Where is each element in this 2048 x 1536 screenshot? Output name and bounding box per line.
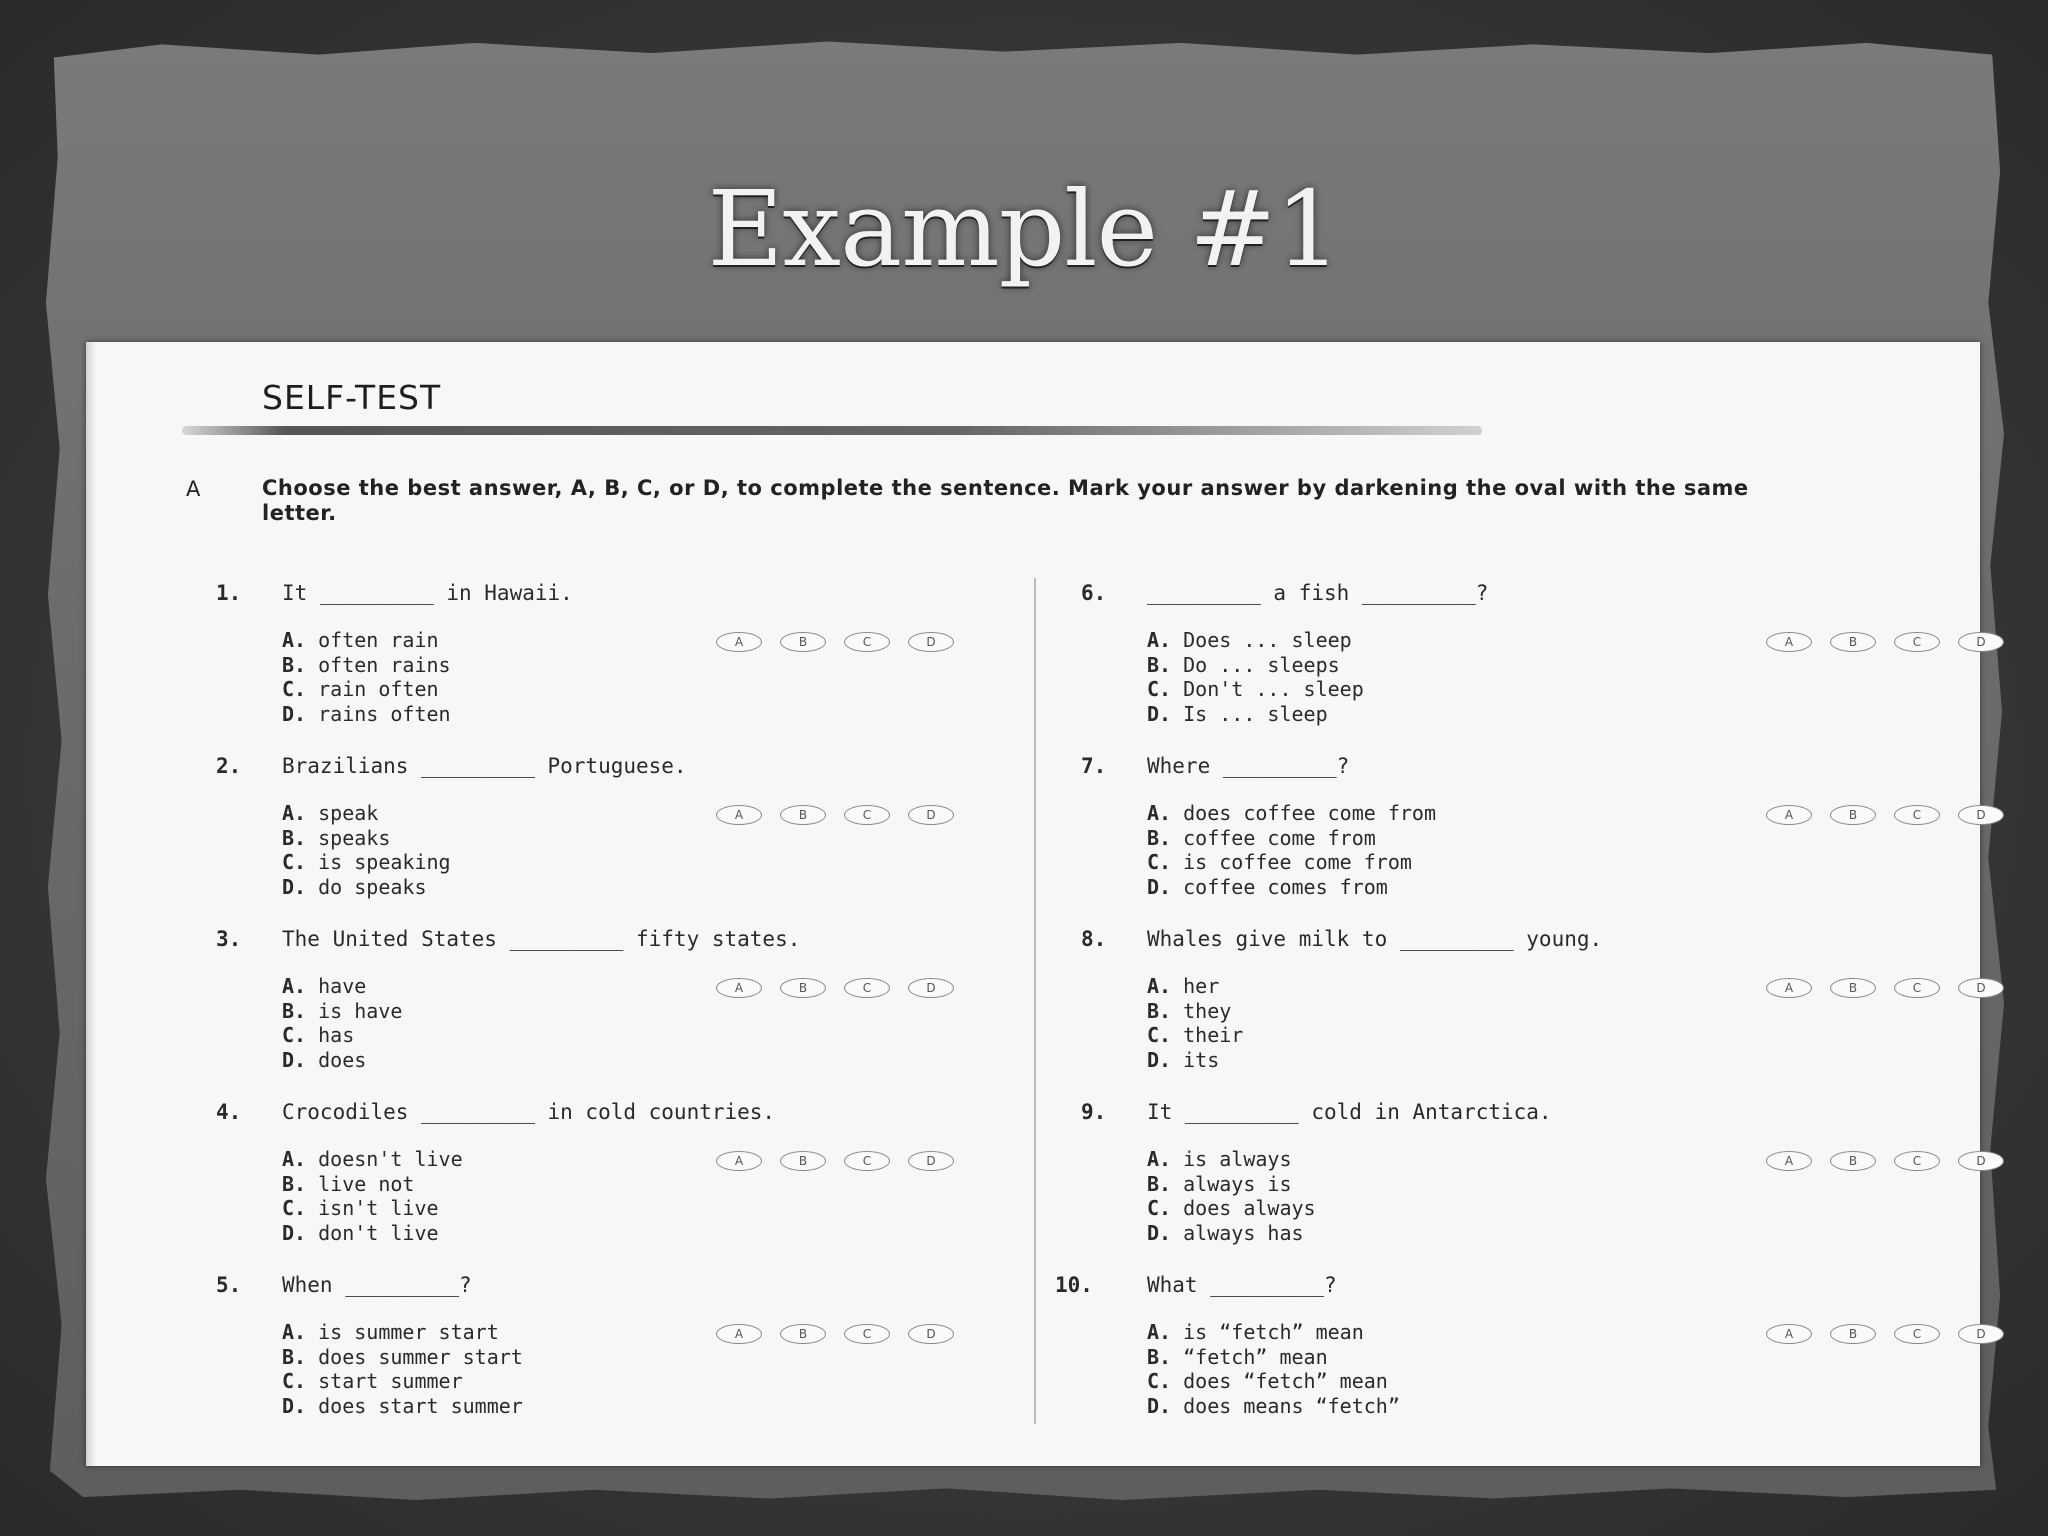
answer-oval-b[interactable]: B [1830,978,1876,998]
answer-oval-b[interactable]: B [1830,805,1876,825]
option-text: has [318,1023,355,1047]
option-text: does [318,1047,367,1072]
answer-ovals [1766,1324,2004,1344]
answer-oval-b[interactable]: B [1830,1324,1876,1344]
answer-ovals [1766,978,2004,998]
option-spacer [1171,850,1183,874]
question-number: 3. [216,927,242,951]
option-text: “fetch” mean [1183,1344,1328,1369]
slide-title: Example #1 [707,168,1341,290]
option-letter: C. [282,1196,307,1220]
answer-option [1081,628,1841,653]
option-text: is always [1183,1147,1292,1171]
option-text: do speaks [318,874,427,899]
answer-oval-c[interactable]: C [844,1151,890,1171]
answer-option [1055,1394,1815,1419]
answer-oval-b[interactable]: B [780,978,826,998]
answer-option [1055,1369,1815,1394]
option-letter: A. [1147,1320,1172,1344]
option-letter: C. [282,850,307,874]
option-spacer [1171,1369,1183,1393]
option-spacer [306,974,318,998]
answer-oval-c[interactable]: C [844,1324,890,1344]
option-spacer [1171,653,1183,677]
question-text: _________ a fish _________? [1147,581,1489,605]
answer-option [216,1023,976,1048]
answer-option [1081,677,1841,702]
option-spacer [306,1221,318,1245]
option-spacer [1171,677,1183,701]
answer-option [216,1345,976,1370]
option-spacer [1171,875,1183,899]
answer-oval-b[interactable]: B [780,805,826,825]
answer-options [1081,628,1986,726]
option-letter: B. [282,1344,307,1369]
answer-option [1081,1147,1841,1172]
answer-option [216,1196,976,1221]
question-stem [216,1097,976,1127]
question-number: 2. [216,754,242,778]
answer-oval-c[interactable]: C [1894,978,1940,998]
option-letter: C. [1147,677,1172,701]
question-3 [216,924,976,1072]
answer-option [216,1172,976,1197]
question-text: What _________? [1147,1273,1337,1297]
answer-oval-a[interactable]: A [716,632,762,652]
question-6 [1081,578,1986,726]
option-letter: D. [1147,1047,1172,1072]
option-letter: B. [282,652,307,677]
question-9 [1081,1097,1986,1245]
option-spacer [1171,1221,1183,1245]
answer-option [1081,850,1841,875]
option-letter: A. [282,974,307,998]
answer-oval-d[interactable]: D [1958,978,2004,998]
section-title: SELF-TEST [262,378,442,417]
option-spacer [1171,1345,1183,1369]
option-spacer [306,1147,318,1171]
answer-option [1081,1048,1841,1073]
answer-option [216,1394,976,1419]
option-letter: B. [1147,998,1172,1023]
answer-oval-d[interactable]: D [908,805,954,825]
scan-edge-shadow [86,342,96,1466]
option-spacer [1171,1394,1183,1418]
option-letter: A. [1147,801,1172,825]
option-letter: A. [1147,628,1172,652]
instructions: Choose the best answer, A, B, C, or D, to complete the sentence. Mark your answer by darkening the oval with the same letter. [262,476,1749,525]
option-letter: B. [282,1171,307,1196]
question-number: 1. [216,581,242,605]
answer-option [216,999,976,1024]
answer-options [216,628,976,726]
option-spacer [1171,1023,1183,1047]
answer-oval-a[interactable]: A [1766,632,1812,652]
option-text: rains often [318,701,451,726]
option-letter: C. [1147,1369,1172,1393]
option-text: is summer start [318,1320,499,1344]
option-letter: B. [282,998,307,1023]
question-number: 5. [216,1273,242,1297]
option-text: don't live [318,1220,439,1245]
question-7 [1081,751,1986,899]
answer-ovals [1766,805,2004,825]
answer-options [1081,974,1986,1072]
option-letter: B. [282,825,307,850]
answer-oval-c[interactable]: C [1894,805,1940,825]
question-stem [1081,751,1841,781]
answer-option [216,1221,976,1246]
column-divider [1034,578,1036,1424]
answer-option [216,702,976,727]
answer-options [216,1147,976,1245]
option-text: isn't live [318,1196,439,1220]
answer-options [1081,1147,1986,1245]
option-spacer [306,653,318,677]
option-text: coffee comes from [1183,874,1388,899]
option-letter: C. [1147,1196,1172,1220]
option-text: Do ... sleeps [1183,652,1340,677]
question-4 [216,1097,976,1245]
option-letter: C. [282,677,307,701]
answer-oval-d[interactable]: D [1958,805,2004,825]
option-spacer [1171,1196,1183,1220]
option-letter: B. [1147,825,1172,850]
answer-options [216,801,976,899]
option-text: doesn't live [318,1147,463,1171]
answer-oval-d[interactable]: D [1958,632,2004,652]
answer-oval-d[interactable]: D [908,1151,954,1171]
answer-options [1055,1320,1986,1418]
option-text: always has [1183,1220,1304,1245]
option-text: does “fetch” mean [1183,1369,1388,1393]
option-spacer [306,850,318,874]
question-stem [216,578,976,608]
question-10 [1055,1270,1986,1418]
answer-ovals [716,1324,954,1344]
question-5 [216,1270,976,1418]
answer-option [216,1048,976,1073]
option-spacer [1171,974,1183,998]
answer-option [216,1369,976,1394]
answer-option [1081,875,1841,900]
option-text: rain often [318,677,439,701]
option-text: is coffee come from [1183,850,1412,874]
option-text: its [1183,1047,1220,1072]
question-number: 7. [1081,754,1107,778]
answer-option [1055,1345,1815,1370]
answer-option [1055,1320,1815,1345]
option-letter: D. [1147,701,1172,726]
question-number: 9. [1081,1100,1107,1124]
answer-option [1081,999,1841,1024]
answer-oval-c[interactable]: C [1894,1151,1940,1171]
option-text: does coffee come from [1183,801,1437,825]
question-number: 4. [216,1100,242,1124]
answer-oval-d[interactable]: D [908,1324,954,1344]
answer-oval-b[interactable]: B [780,1151,826,1171]
option-text: speaks [318,825,391,850]
option-spacer [1171,1048,1183,1072]
option-spacer [306,826,318,850]
answer-ovals [716,632,954,652]
option-text: coffee come from [1183,825,1376,850]
option-text: their [1183,1023,1244,1047]
answer-ovals [1766,632,2004,652]
answer-options [216,974,976,1072]
answer-oval-c[interactable]: C [1894,1324,1940,1344]
option-letter: D. [1147,1393,1172,1418]
option-text: speak [318,801,379,825]
question-number: 6. [1081,581,1107,605]
answer-oval-c[interactable]: C [844,978,890,998]
option-text: does means “fetch” [1183,1393,1400,1418]
answer-option [216,875,976,900]
option-letter: C. [1147,1023,1172,1047]
answer-option [1081,1221,1841,1246]
question-text: Where _________? [1147,754,1350,778]
question-2 [216,751,976,899]
option-text: always is [1183,1171,1292,1196]
question-stem [1081,578,1841,608]
answer-options [216,1320,976,1418]
option-text: does start summer [318,1393,523,1418]
option-letter: A. [282,1320,307,1344]
question-stem [216,751,976,781]
option-text: is have [318,998,403,1023]
option-letter: D. [1147,1220,1172,1245]
option-spacer [1171,999,1183,1023]
question-8 [1081,924,1986,1072]
option-text: have [318,974,367,998]
option-text: does summer start [318,1344,523,1369]
answer-oval-d[interactable]: D [908,978,954,998]
answer-option [216,850,976,875]
option-letter: D. [282,874,307,899]
option-text: Is ... sleep [1183,701,1328,726]
option-spacer [306,1172,318,1196]
option-spacer [306,628,318,652]
answer-options [1081,801,1986,899]
answer-oval-a[interactable]: A [1766,1324,1812,1344]
answer-ovals [716,805,954,825]
question-1 [216,578,976,726]
question-text: Crocodiles _________ in cold countries. [282,1100,776,1124]
option-spacer [306,1369,318,1393]
option-spacer [306,1394,318,1418]
answer-ovals [716,1151,954,1171]
option-letter: D. [282,701,307,726]
option-text: they [1183,998,1232,1023]
answer-option [1081,1196,1841,1221]
answer-oval-a[interactable]: A [716,805,762,825]
answer-oval-a[interactable]: A [716,1151,762,1171]
option-text: her [1183,974,1220,998]
option-text: does always [1183,1196,1316,1220]
option-text: Does ... sleep [1183,628,1352,652]
answer-oval-d[interactable]: D [1958,1151,2004,1171]
answer-option [1081,702,1841,727]
question-stem [1055,1270,1815,1300]
answer-oval-a[interactable]: A [1766,805,1812,825]
option-text: live not [318,1171,415,1196]
question-number: 8. [1081,927,1107,951]
option-spacer [306,1320,318,1344]
section-letter: A [186,477,201,501]
answer-oval-d[interactable]: D [908,632,954,652]
answer-oval-c[interactable]: C [844,632,890,652]
answer-option [216,826,976,851]
answer-oval-b[interactable]: B [1830,1151,1876,1171]
option-letter: D. [1147,874,1172,899]
question-text: The United States _________ fifty states. [282,927,801,951]
question-stem [1081,1097,1841,1127]
answer-oval-d[interactable]: D [1958,1324,2004,1344]
answer-ovals [1766,1151,2004,1171]
answer-option [1081,653,1841,678]
answer-option [216,677,976,702]
option-spacer [1171,1172,1183,1196]
option-spacer [1171,702,1183,726]
option-letter: D. [282,1220,307,1245]
option-text: is speaking [318,850,451,874]
option-letter: A. [282,801,307,825]
answer-oval-a[interactable]: A [1766,978,1812,998]
question-text: Whales give milk to _________ young. [1147,927,1603,951]
answer-oval-a[interactable]: A [716,978,762,998]
option-text: is “fetch” mean [1183,1320,1364,1344]
option-letter: D. [282,1047,307,1072]
answer-oval-b[interactable]: B [780,632,826,652]
option-spacer [306,999,318,1023]
answer-option [1081,974,1841,999]
question-text: It _________ cold in Antarctica. [1147,1100,1552,1124]
option-letter: B. [1147,652,1172,677]
option-letter: B. [1147,1344,1172,1369]
option-spacer [1171,801,1183,825]
option-letter: A. [282,628,307,652]
question-text: It _________ in Hawaii. [282,581,573,605]
option-text: often rain [318,628,439,652]
option-spacer [306,875,318,899]
answer-option [1081,1023,1841,1048]
option-letter: A. [1147,1147,1172,1171]
answer-oval-b[interactable]: B [780,1324,826,1344]
option-spacer [306,1345,318,1369]
question-stem [216,1270,976,1300]
answer-oval-c[interactable]: C [844,805,890,825]
title-underline [182,426,1482,435]
question-stem [216,924,976,954]
answer-oval-a[interactable]: A [716,1324,762,1344]
question-number: 10. [1055,1273,1093,1297]
option-spacer [306,677,318,701]
answer-option [1081,801,1841,826]
question-text: Brazilians _________ Portuguese. [282,754,687,778]
option-spacer [306,1048,318,1072]
option-letter: A. [282,1147,307,1171]
answer-oval-b[interactable]: B [1830,632,1876,652]
question-stem [1081,924,1841,954]
answer-option [1081,826,1841,851]
option-text: often rains [318,652,451,677]
option-spacer [1171,826,1183,850]
option-letter: A. [1147,974,1172,998]
option-letter: C. [282,1023,307,1047]
option-text: Don't ... sleep [1183,677,1364,701]
answer-option [1081,1172,1841,1197]
answer-ovals [716,978,954,998]
option-spacer [1171,628,1183,652]
answer-option [216,653,976,678]
option-spacer [306,1023,318,1047]
option-letter: D. [282,1393,307,1418]
option-spacer [306,1196,318,1220]
option-spacer [306,801,318,825]
question-text: When _________? [282,1273,472,1297]
answer-oval-c[interactable]: C [1894,632,1940,652]
option-letter: C. [282,1369,307,1393]
option-spacer [1171,1147,1183,1171]
option-letter: C. [1147,850,1172,874]
option-text: start summer [318,1369,463,1393]
answer-oval-a[interactable]: A [1766,1151,1812,1171]
worksheet-scan [86,342,1986,1466]
option-spacer [306,702,318,726]
option-letter: B. [1147,1171,1172,1196]
option-spacer [1171,1320,1183,1344]
